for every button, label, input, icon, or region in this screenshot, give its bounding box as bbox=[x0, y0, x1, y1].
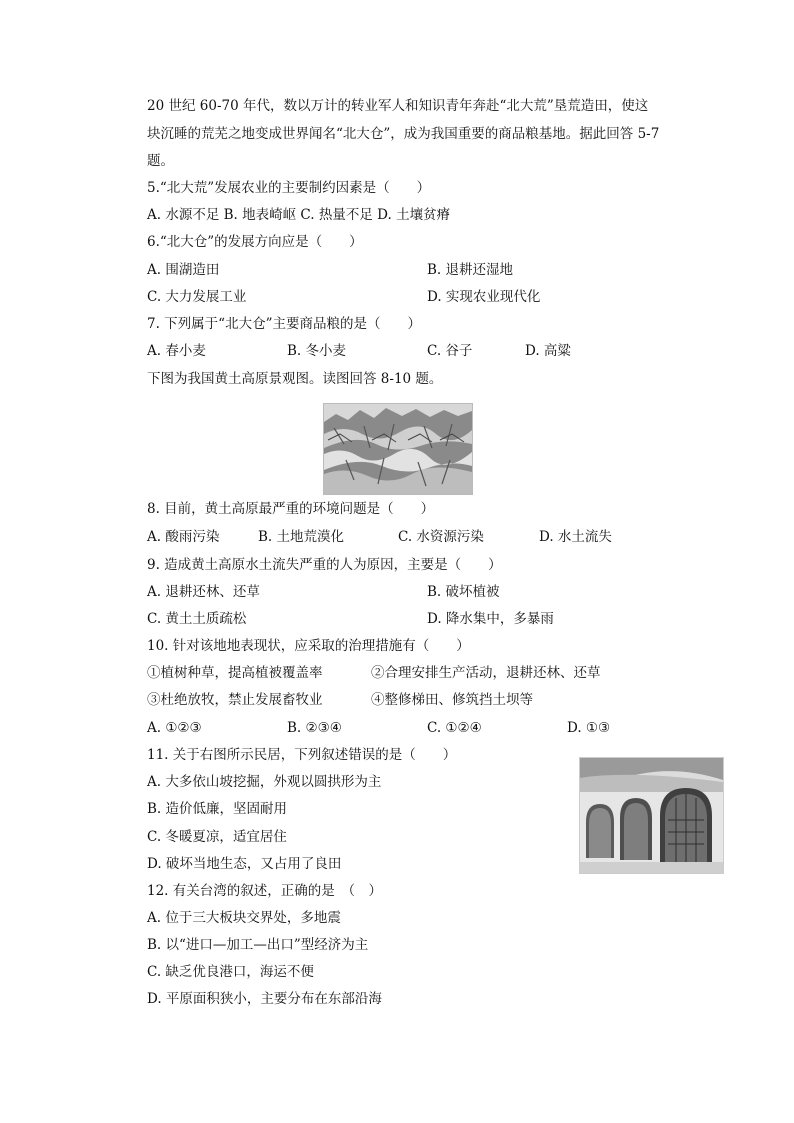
loess-landscape-image bbox=[324, 404, 472, 494]
question-12-option-c: C. 缺乏优良港口，海运不便 bbox=[147, 964, 314, 980]
question-7-option-b: B. 冬小麦 bbox=[287, 343, 347, 359]
question-11-option-c: C. 冬暖夏凉，适宜居住 bbox=[147, 829, 287, 845]
cave-dwelling-photo bbox=[579, 757, 724, 874]
question-6-option-b: B. 退耕还湿地 bbox=[427, 262, 514, 278]
intro-line-3: 题。 bbox=[147, 153, 174, 169]
question-5-options: A. 水源不足 B. 地表崎岖 C. 热量不足 D. 土壤贫瘠 bbox=[147, 207, 451, 223]
question-5-stem: 5.“北大荒”发展农业的主要制约因素是（ ） bbox=[147, 180, 431, 196]
question-9-option-b: B. 破坏植被 bbox=[427, 584, 500, 600]
question-12-option-b: B. 以“进口—加工—出口”型经济为主 bbox=[147, 937, 369, 953]
question-7-stem: 7. 下列属于“北大仓”主要商品粮的是（ ） bbox=[147, 316, 421, 332]
question-12-option-d: D. 平原面积狭小，主要分布在东部沿海 bbox=[147, 991, 382, 1007]
loess-plateau-photo bbox=[323, 403, 473, 495]
loess-intro: 下图为我国黄土高原景观图。读图回答 8-10 题。 bbox=[147, 371, 443, 387]
question-11-option-b: B. 造价低廉，坚固耐用 bbox=[147, 801, 288, 817]
question-10-measure-2: ②合理安排生产活动，退耕还林、还草 bbox=[371, 665, 601, 681]
question-7-option-c: C. 谷子 bbox=[427, 343, 473, 359]
question-10-stem: 10. 针对该地地表现状，应采取的治理措施有（ ） bbox=[147, 638, 470, 654]
question-6-option-a: A. 围湖造田 bbox=[147, 262, 220, 278]
intro-line-2: 块沉睡的荒芜之地变成世界闻名“北大仓”，成为我国重要的商品粮基地。据此回答 5-7 bbox=[147, 126, 660, 142]
question-9-option-c: C. 黄土土质疏松 bbox=[147, 611, 247, 627]
question-7-option-d: D. 高粱 bbox=[525, 343, 571, 359]
question-10-option-c: C. ①②④ bbox=[427, 720, 482, 736]
question-10-measure-4: ④整修梯田、修筑挡土坝等 bbox=[371, 692, 533, 708]
question-12-stem: 12. 有关台湾的叙述，正确的是 （ ） bbox=[147, 883, 383, 899]
question-6-stem: 6.“北大仓”的发展方向应是（ ） bbox=[147, 234, 363, 250]
question-10-option-a: A. ①②③ bbox=[147, 720, 202, 736]
question-8-option-b: B. 土地荒漠化 bbox=[258, 529, 345, 545]
question-10-option-d: D. ①③ bbox=[567, 720, 611, 736]
intro-line-1: 20 世纪 60-70 年代，数以万计的转业军人和知识青年奔赴“北大荒”垦荒造田，使这 bbox=[147, 98, 649, 114]
question-8-stem: 8. 目前，黄土高原最严重的环境问题是（ ） bbox=[147, 501, 435, 517]
question-9-stem: 9. 造成黄土高原水土流失严重的人为原因，主要是（ ） bbox=[147, 557, 502, 573]
question-6-option-d: D. 实现农业现代化 bbox=[427, 289, 541, 305]
question-7-option-a: A. 春小麦 bbox=[147, 343, 206, 359]
question-11-option-a: A. 大多依山坡挖掘，外观以圆拱形为主 bbox=[147, 774, 382, 790]
question-10-measure-3: ③杜绝放牧，禁止发展畜牧业 bbox=[147, 692, 323, 708]
question-9-option-d: D. 降水集中，多暴雨 bbox=[427, 611, 554, 627]
question-8-option-d: D. 水土流失 bbox=[539, 529, 612, 545]
question-10-measure-1: ①植树种草，提高植被覆盖率 bbox=[147, 665, 323, 681]
question-9-option-a: A. 退耕还林、还草 bbox=[147, 584, 260, 600]
cave-dwelling-image bbox=[580, 758, 723, 873]
question-10-option-b: B. ②③④ bbox=[287, 720, 342, 736]
question-11-option-d: D. 破坏当地生态，又占用了良田 bbox=[147, 856, 342, 872]
question-11-stem: 11. 关于右图所示民居，下列叙述错误的是（ ） bbox=[147, 747, 457, 763]
question-8-option-c: C. 水资源污染 bbox=[398, 529, 484, 545]
question-12-option-a: A. 位于三大板块交界处，多地震 bbox=[147, 910, 341, 926]
question-6-option-c: C. 大力发展工业 bbox=[147, 289, 247, 305]
question-8-option-a: A. 酸雨污染 bbox=[147, 529, 220, 545]
